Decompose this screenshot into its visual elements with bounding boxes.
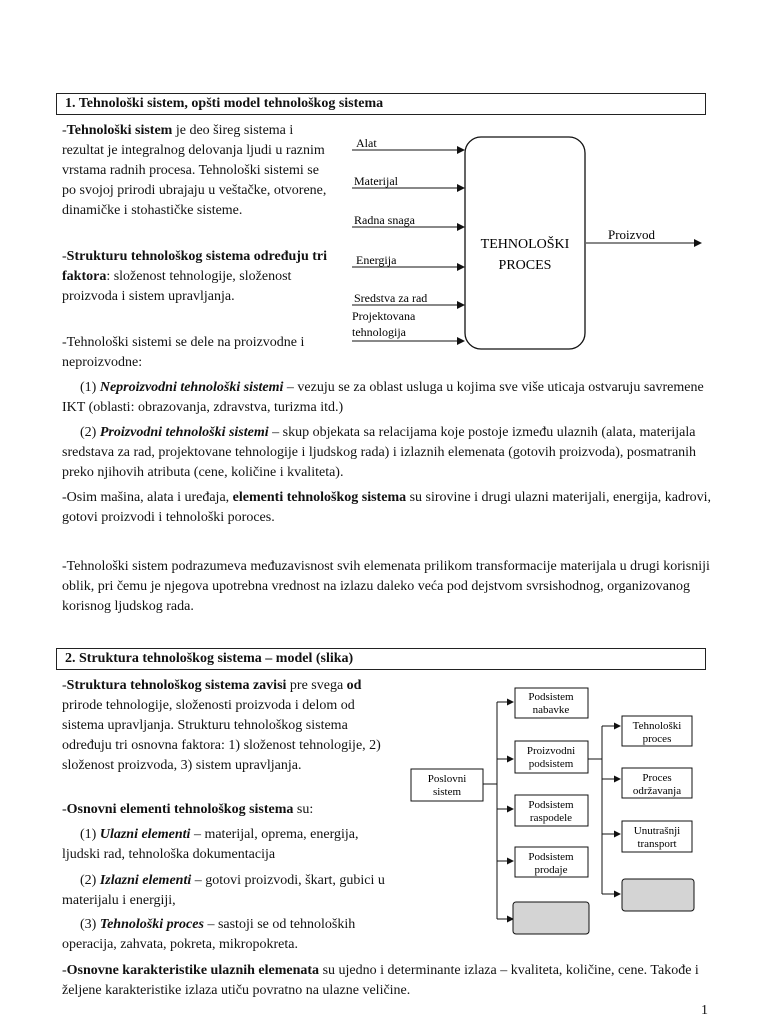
section-1-paragraph-5: (2) Proizvodni tehnološki sistemi – skup objekata sa relacijama koje postoje između ulaznih (alata, materijala sredstava za rad, projektovane tehnologije i ljudskog rada) i izlaznih elemenata (gotovih proizvoda), posmatranih preko njihovih atributa (cene, količine i kvaliteta). (62, 425, 697, 480)
input-label-line-1: Projektovana (352, 309, 416, 323)
input-label: Materijal (354, 174, 398, 188)
process-label-line-1: Proces (642, 772, 672, 784)
section-2-heading: 2. Struktura tehnološkog sistema – model (slika) (56, 648, 706, 670)
subsystem-label-line-1: Podsistem (528, 851, 574, 863)
section-1-paragraph-4: (1) Neproizvodni tehnološki sistemi – vezuju se za oblast usluga u kojima sve više uticaja ostvaruju savremene IKT (oblasti: obrazovanja, zdravstva, turizma itd.) (62, 380, 704, 415)
section-2-paragraph-2: -Osnovni elementi tehnološkog sistema su: (62, 802, 314, 817)
section-1-paragraph-3: -Tehnološki sistemi se dele na proizvodne i neproizvodne: (62, 335, 305, 370)
section-2-paragraph-6: -Osnovne karakteristike ulaznih elemenata su ujedno i determinante izlaza – kvaliteta, količine, cene. Takođe i željene karakteristike izlaza utiču povratno na ulazne veličine. (62, 963, 699, 998)
section-1-paragraph-1: -Tehnološki sistem je deo šireg sistema i rezultat je integralnog delovanja ljudi u raznim vrstama radnih procesa. Tehnološki sistemi se po svojoj prirodi ubrajaju u veštačke, otvorene, dinamičke i stohastičke sisteme. (62, 123, 327, 218)
empty-process-box (622, 879, 694, 911)
system-hierarchy-diagram (405, 684, 710, 940)
section-1-paragraph-6: -Osim mašina, alata i uređaja, elementi tehnološkog sistema su sirovine i drugi ulazni materijali, energija, kadrovi, gotovi proizvodi i tehnološki poroces. (62, 490, 712, 525)
input-label: Sredstva za rad (354, 291, 428, 305)
subsystem-label-line-2: raspodele (529, 812, 573, 824)
subsystem-label-line-2: podsistem (528, 758, 574, 770)
section-1-paragraph-7: -Tehnološki sistem podrazumeva međuzavisnost svih elemenata prilikom transformacije materijala u drugi korisniji oblik, pri čemu je njegova upotrebna vrednost na izlazu daleko veća pod dejstvom svrsishodnog, organizovanog korisnog ljudskog rada. (62, 559, 710, 614)
process-label-line-1: Unutrašnji (633, 825, 681, 837)
input-label: Radna snaga (354, 213, 415, 227)
root-label-line-2: sistem (432, 786, 462, 798)
section-1-paragraph-2: -Strukturu tehnološkog sistema određuju tri faktora: složenost tehnologije, složenost proizvoda i sistem upravljanja. (62, 249, 327, 304)
section-2-paragraph-1: -Struktura tehnološkog sistema zavisi pre svega od prirode tehnologije, složenosti proizvoda i delom od sistema upravljanja. Strukturu tehnološkog sistema određuju tri osnovna faktora: 1) složenost tehnologije, 2) složenost proizvoda, 3) sistem upravljanja. (62, 678, 381, 773)
process-diagram (340, 122, 712, 354)
root-label-line-1: Poslovni (427, 773, 467, 785)
subsystem-label-line-1: Podsistem (528, 799, 574, 811)
input-label: Alat (356, 136, 377, 150)
process-label-line-2: održavanja (632, 785, 682, 797)
process-label-line-1: Tehnološki (632, 720, 682, 732)
section-1-heading: 1. Tehnološki sistem, opšti model tehnološkog sistema (56, 93, 706, 115)
process-label-line-2: PROCES (498, 258, 552, 273)
page-number: 1 (701, 1003, 708, 1018)
process-label-line-2: proces (642, 733, 672, 745)
subsystem-label-line-1: Proizvodni (526, 745, 576, 757)
empty-subsystem-box (513, 902, 589, 934)
output-label: Proizvod (608, 227, 655, 242)
input-label: Energija (356, 253, 397, 267)
subsystem-label-line-2: prodaje (534, 864, 568, 876)
section-2-paragraph-5: (3) Tehnološki proces – sastoji se od tehnoloških operacija, zahvata, pokreta, mikropokreta. (62, 917, 356, 952)
section-2-paragraph-4: (2) Izlazni elementi – gotovi proizvodi, škart, gubici u materijalu i energiji, (62, 873, 385, 908)
section-2-paragraph-3: (1) Ulazni elementi – materijal, oprema, energija, ljudski rad, tehnološka dokumentacija (62, 827, 359, 862)
subsystem-label-line-2: nabavke (532, 704, 570, 716)
subsystem-label-line-1: Podsistem (528, 691, 574, 703)
process-label-line-1: TEHNOLOŠKI (480, 237, 570, 252)
input-label-line-2: tehnologija (352, 325, 406, 339)
process-label-line-2: transport (637, 838, 677, 850)
